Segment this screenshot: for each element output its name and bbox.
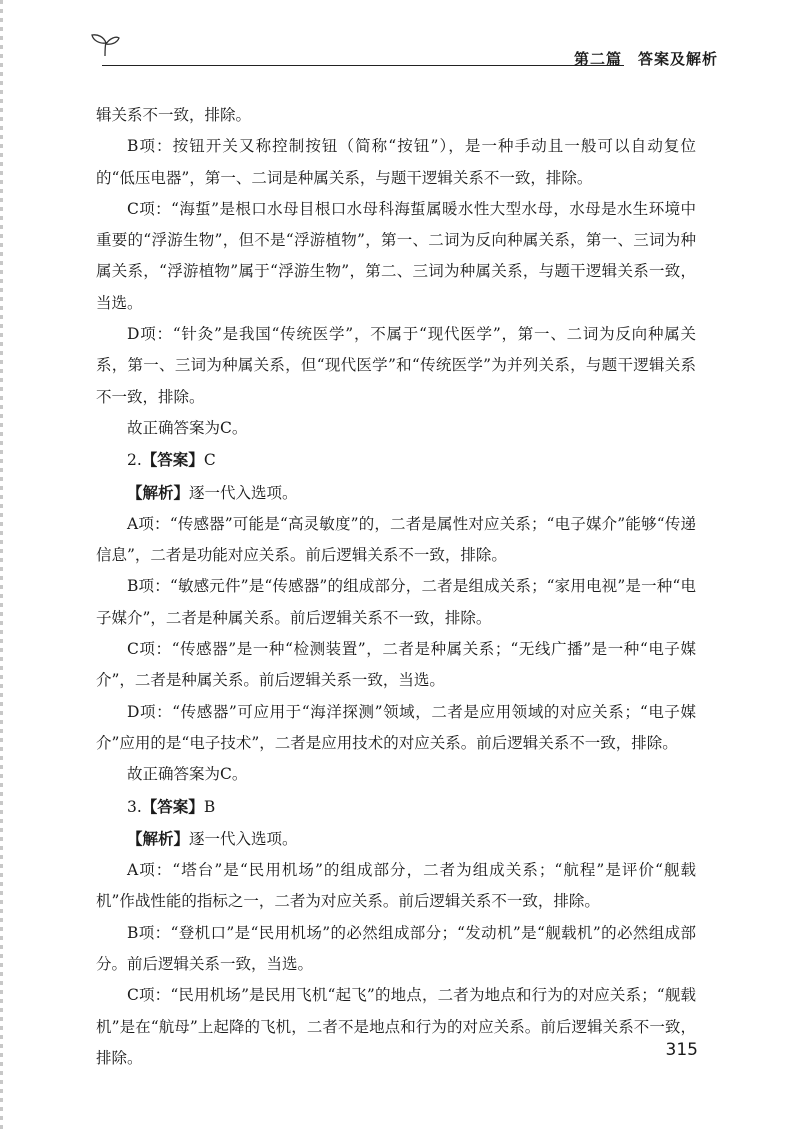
paragraph-text: B项：按钮开关又称控制按钮（简称“按钮”），是一种手动且一般可以自动复位的“低压电器”，第一、二词是种属关系，与题干逻辑关系不一致，排除。 (96, 137, 696, 187)
question-number: 2. (127, 451, 142, 470)
paragraph-text: B (203, 797, 216, 816)
paragraph-text: 辑关系不一致，排除。 (96, 106, 252, 124)
paragraph-text: A项：“传感器”可能是“高灵敏度”的，二者是属性对应关系；“电子媒介”能够“传递信息”，二者是功能对应关系。前后逻辑关系不一致，排除。 (96, 514, 696, 565)
page-header (88, 28, 718, 72)
paragraph (96, 477, 696, 509)
paragraph (96, 571, 696, 634)
paragraph (96, 697, 696, 760)
paragraph (96, 319, 696, 413)
paragraph-text: 逐一代入选项。 (189, 829, 298, 848)
label-tag: 【答案】 (141, 450, 204, 470)
paragraph (96, 759, 696, 790)
paragraph (96, 980, 696, 1074)
paragraph-text: C项：“传感器”是一种“检测装置”，二者是种属关系；“无线广播”是一种“电子媒介”，二者是种属关系。前后逻辑关系一致，当选。 (96, 640, 696, 690)
paragraph (96, 634, 696, 697)
label-tag: 【解析】 (127, 482, 190, 502)
header-rule (102, 65, 624, 66)
answer-explanation-text (96, 100, 696, 1074)
paragraph-text: 故正确答案为C。 (127, 418, 248, 437)
paragraph (96, 444, 696, 476)
label-tag: 【答案】 (141, 796, 204, 816)
paragraph-text: A项：“塔台”是“民用机场”的组成部分，二者为组成关系；“航程”是评价“舰载机”作战性能的指标之一，二者为对应关系。前后逻辑关系不一致，排除。 (96, 861, 696, 911)
paragraph (96, 855, 696, 918)
paragraph-text: D项：“针灸”是我国“传统医学”，不属于“现代医学”，第一、二词为反向种属关系，第一、三词为种属关系，但“现代医学”和“传统医学”为并列关系，与题干逻辑关系不一致，排除。 (96, 325, 696, 406)
section-title: 第二篇 答案及解析 (573, 50, 718, 68)
paragraph (96, 823, 696, 855)
paragraph (96, 413, 696, 444)
page-number: 315 (665, 1040, 698, 1060)
paragraph-text: 故正确答案为C。 (127, 765, 248, 784)
paragraph-text: B项：“敏感元件”是“传感器”的组成部分，二者是组成关系；“家用电视”是一种“电子媒介”，二者是种属关系。前后逻辑关系不一致，排除。 (96, 577, 696, 627)
paragraph-text: C项：“海蜇”是根口水母目根口水母科海蜇属暖水性大型水母，水母是水生环境中重要的“浮游生物”，但不是“浮游植物”，第一、二词为反向种属关系，第一、三词为种属关系，“浮游植物”属于“浮游生物”，第二、三词为种属关系，与题干逻辑关系一致，当选。 (96, 199, 696, 312)
sprout-icon (88, 32, 122, 58)
paragraph (96, 131, 696, 194)
question-number: 3. (127, 797, 142, 816)
paragraph-text: 逐一代入选项。 (189, 483, 298, 502)
paragraph-text: B项：“登机口”是“民用机场”的必然组成部分；“发动机”是“舰载机”的必然组成部分。前后逻辑关系一致，当选。 (96, 923, 696, 974)
paragraph (96, 194, 696, 319)
label-tag: 【解析】 (127, 828, 190, 848)
paragraph (96, 100, 696, 131)
paragraph-text: C (203, 451, 216, 470)
paragraph (96, 918, 696, 981)
paragraph (96, 509, 696, 572)
paragraph (96, 791, 696, 823)
paragraph-text: D项：“传感器”可应用于“海洋探测”领域，二者是应用领域的对应关系；“电子媒介”应用的是“电子技术”，二者是应用技术的对应关系。前后逻辑关系不一致，排除。 (96, 702, 696, 752)
paragraph-text: C项：“民用机场”是民用飞机“起飞”的地点，二者为地点和行为的对应关系；“舰载机”是在“航母”上起降的飞机，二者不是地点和行为的对应关系。前后逻辑关系不一致，排除。 (96, 986, 696, 1067)
scan-edge-artifact (0, 0, 3, 1130)
